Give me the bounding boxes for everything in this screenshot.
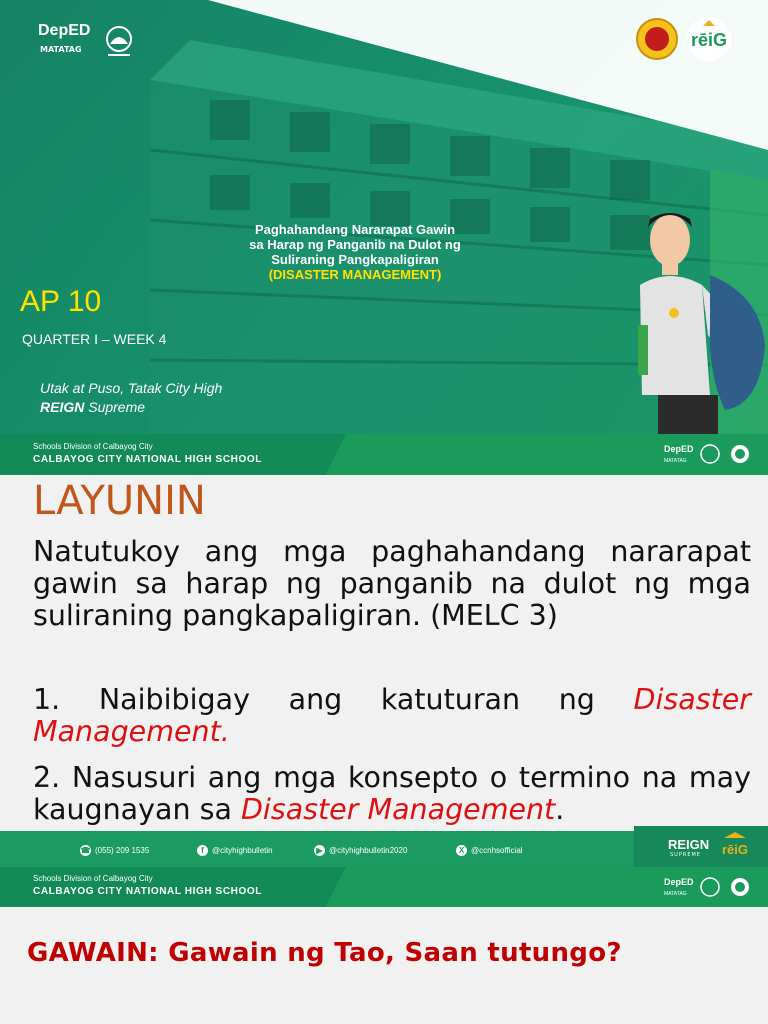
svg-text:rēiG: rēiG [690,30,728,50]
svg-text:rēiG: rēiG [721,842,749,857]
quarter-label: QUARTER I – WEEK 4 [22,331,167,347]
lesson-title [190,222,520,282]
facebook-icon: f [197,845,208,856]
item2-suffix: . [555,793,565,826]
title-highlight: (DISASTER MANAGEMENT) [268,267,442,282]
title-line-2: sa Harap ng Panganib na Dulot ng [249,237,461,252]
motto-bold: REIGN [40,399,85,415]
objectives-heading: LAYUNIN [33,478,206,524]
cover-slide [0,0,768,475]
svg-text:DepED: DepED [664,877,694,887]
student-illustration [630,205,768,435]
objective-paragraph: Natutukoy ang mga paghahandang nararapat gawin sa harap ng panganib na dulot ng mga suliraning pangkapaligiran. (MELC 3) [33,535,751,632]
x-icon: X [456,845,467,856]
svg-text:DepED: DepED [664,444,694,454]
x-text: @ccnhsofficial [471,846,523,855]
footer-division-label: Schools Division of Calbayog City [33,874,153,883]
footer-school-name: CALBAYOG CITY NATIONAL HIGH SCHOOL [33,886,262,897]
objective-item-1 [33,684,751,748]
top-corner-decoration [208,0,768,150]
youtube-text: @cityhighbulletin2020 [329,846,408,855]
deped-logo: DepED [38,22,91,39]
x-link[interactable] [456,845,523,856]
reign-word: REIGN [668,837,710,852]
phone-text: (055) 209 1535 [95,846,150,855]
bagong-pilipinas-logo [100,22,138,60]
school-name: CALBAYOG CITY NATIONAL HIGH SCHOOL [33,454,262,465]
reign-supreme-logo [686,16,732,62]
motto-rest: Supreme [84,399,146,415]
band-logos [660,438,760,470]
item2-text: 2. Nasusuri ang mga konsepto o termino na may kaugnayan sa [33,761,751,826]
item1-text: 1. Naibibigay ang katuturan ng [33,683,634,716]
youtube-link[interactable] [314,845,407,856]
reign-subtitle: SUPREME [670,852,701,858]
activity-title: GAWAIN: Gawain ng Tao, Saan tutungo? [27,938,622,968]
reign-emblem-icon [718,830,752,860]
phone-contact [80,845,149,856]
svg-text:MATATAG: MATATAG [664,891,687,897]
school-seal-icon [636,18,678,60]
svg-text:MATATAG: MATATAG [664,458,687,464]
youtube-icon: ▶ [314,845,325,856]
subject-label: AP 10 [20,285,102,318]
item2-term: Disaster Management [240,793,556,826]
phone-icon: ☎ [80,846,91,855]
division-label: Schools Division of Calbayog City [33,442,153,451]
facebook-text: @cityhighbulletin [212,846,273,855]
facebook-link[interactable] [197,845,273,856]
motto-line-2 [40,399,145,415]
title-line-3: Suliraning Pangkapaligiran [271,252,439,267]
motto-line-1: Utak at Puso, Tatak City High [40,380,223,396]
item1-term: Disaster Management. [33,683,751,748]
matatag-logo: MATATAG [40,45,82,54]
title-line-1: Paghahandang Nararapat Gawin [254,222,456,237]
footer-band-logos [660,871,760,903]
objective-item-2 [33,762,751,826]
